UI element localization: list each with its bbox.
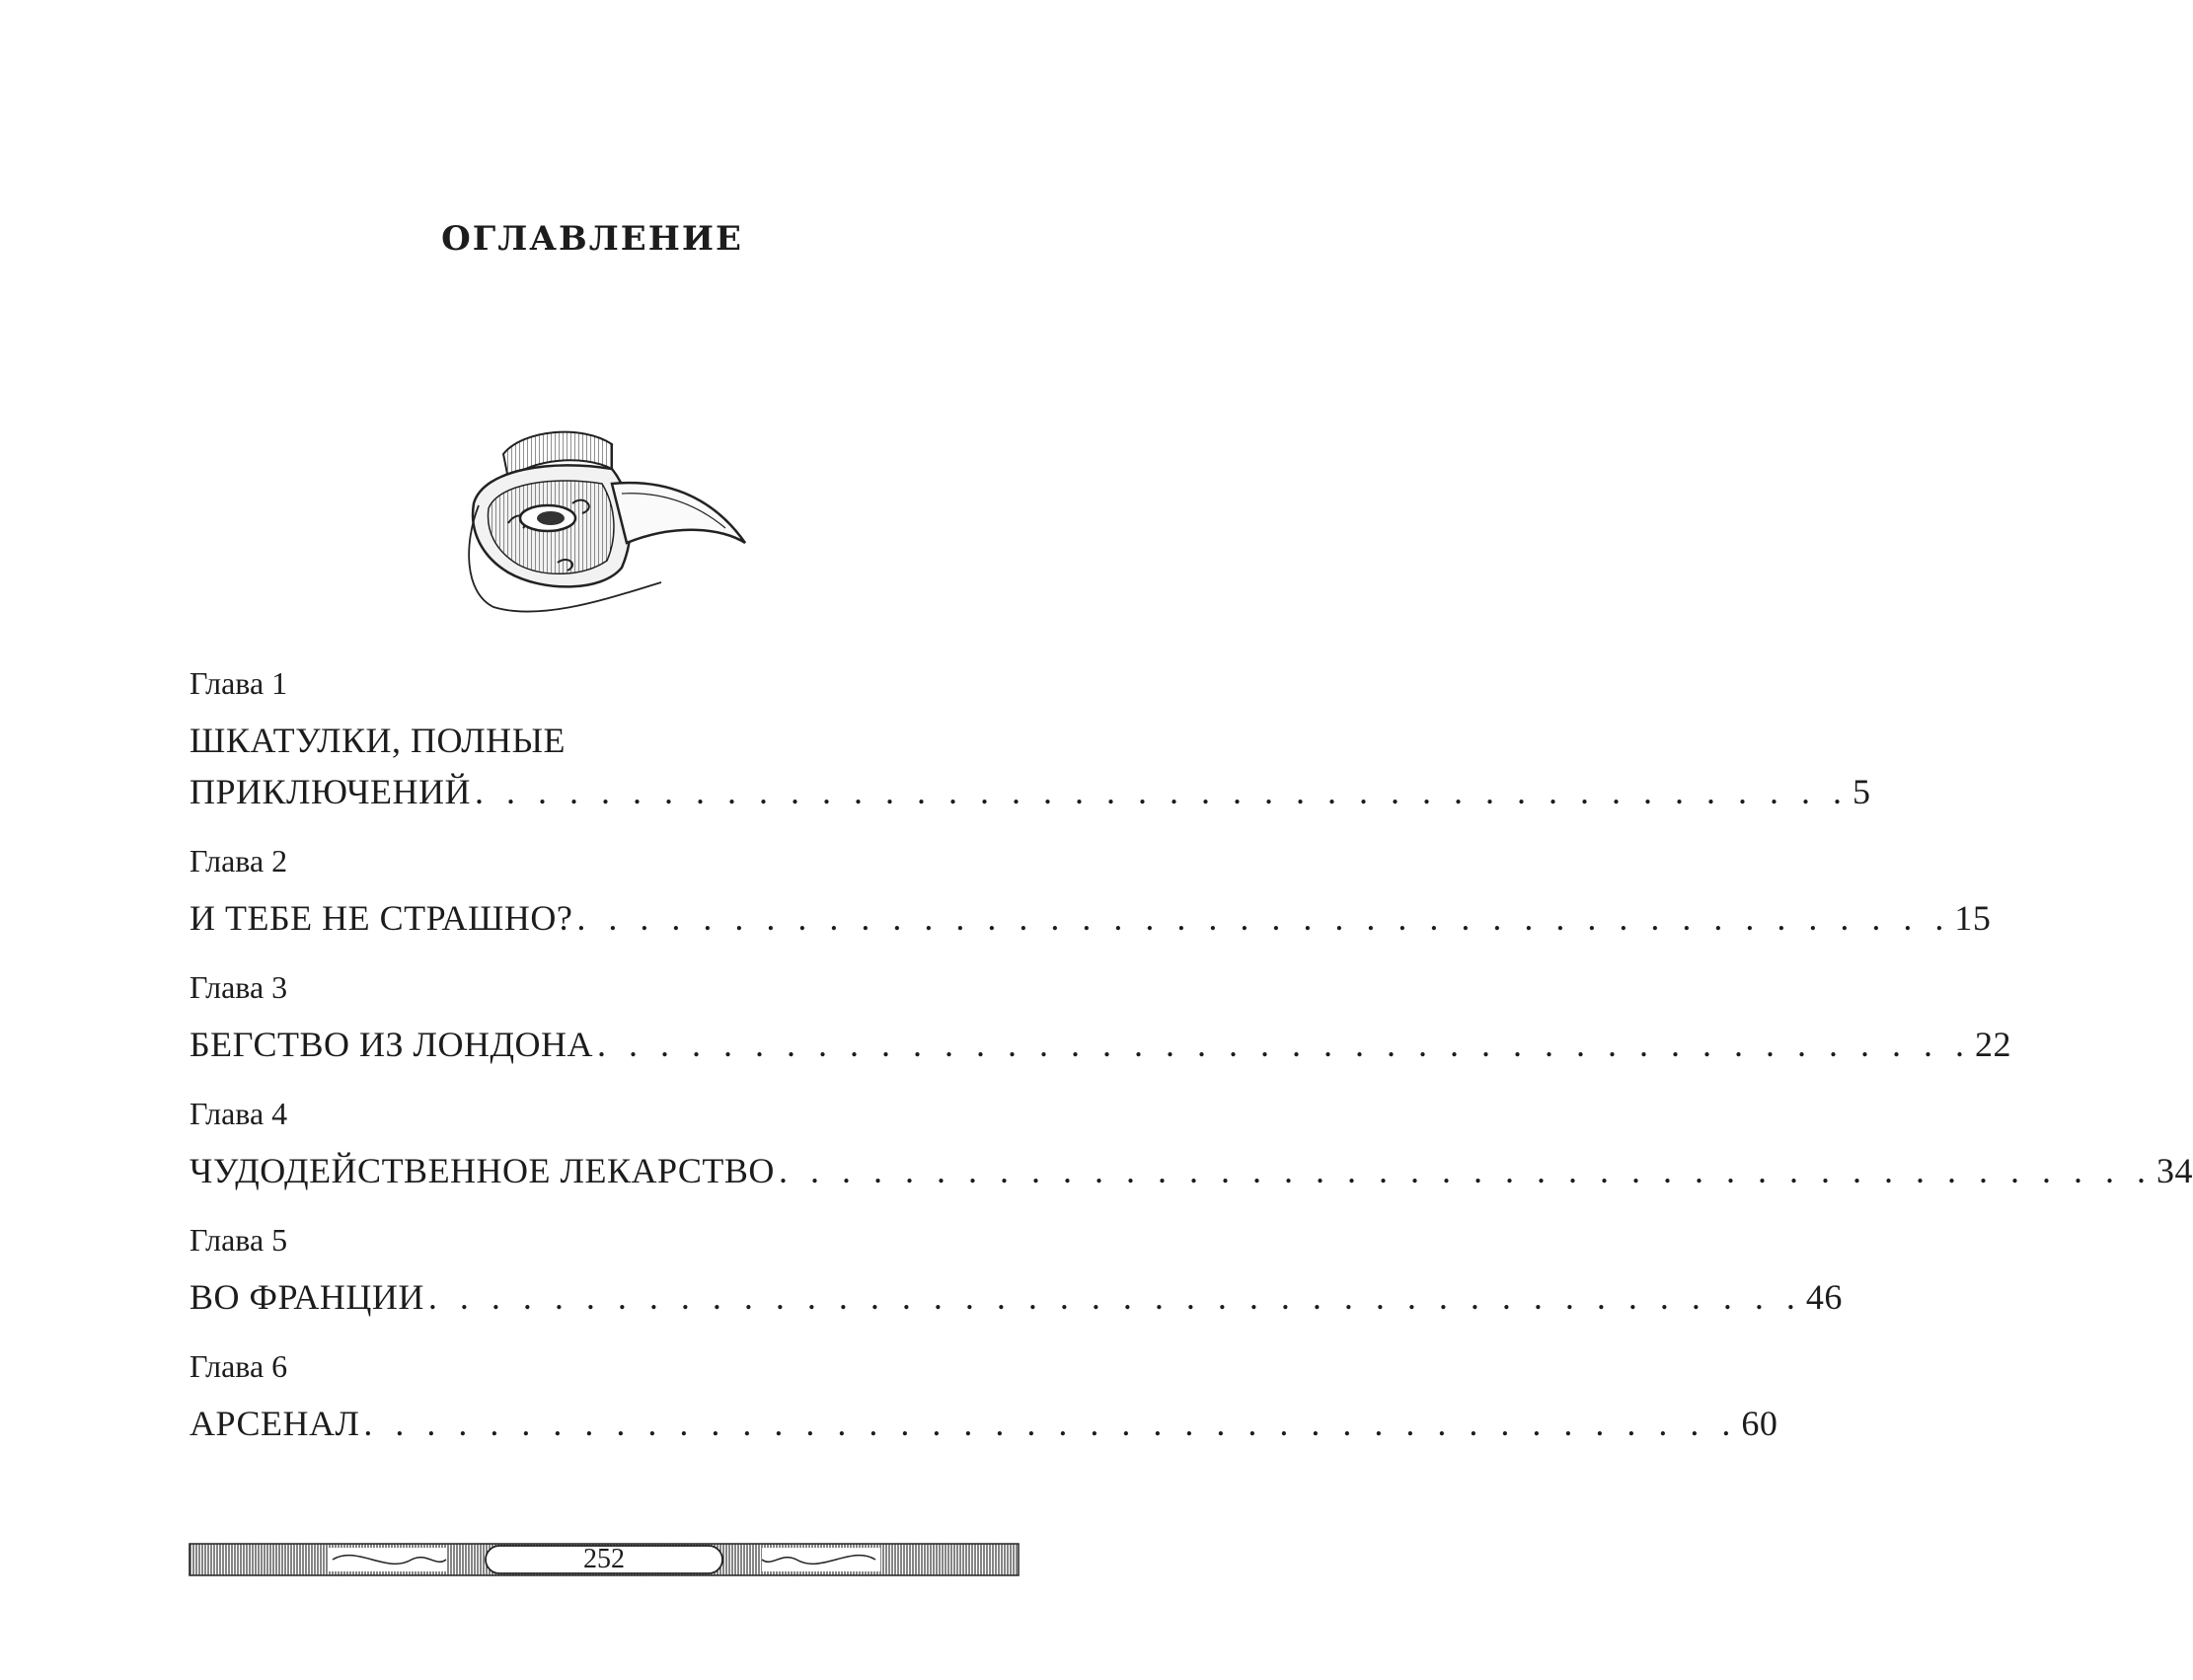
chapter-label: Глава 4 — [189, 1096, 288, 1131]
chapter-label: Глава 3 — [189, 969, 288, 1005]
leader-dots: . . . . . . . . . . . . . . . . . . . . . . . . . . . . . . . . . . . . . . . . . . . . — [363, 1404, 1738, 1443]
chapter-page-number: 22 — [1975, 1025, 2012, 1064]
toc-entry-2 — [189, 841, 1992, 944]
chapter-label: Глава 5 — [189, 1222, 288, 1258]
leader-dots: . . . . . . . . . . . . . . . . . . . . . . . . . . . . . . . . . . . . . . . . . . . . — [427, 1277, 1802, 1317]
chapter-title: ПРИКЛЮЧЕНИЙ — [189, 772, 471, 811]
chapter-page-number: 15 — [1954, 898, 1992, 938]
chapter-title: ВО ФРАНЦИИ — [189, 1277, 424, 1317]
chapter-label: Глава 1 — [189, 665, 288, 701]
chapter-page-number: 5 — [1852, 772, 1871, 811]
chapter-title: АРСЕНАЛ — [189, 1404, 360, 1443]
chapter-page-number: 46 — [1805, 1277, 1843, 1317]
chapter-title: ШКАТУЛКИ, ПОЛНЫЕ — [189, 721, 567, 760]
leader-dots: . . . . . . . . . . . . . . . . . . . . . . . . . . . . . . . . . . . . . . . . . . . . — [597, 1025, 1972, 1064]
chapter-title: ЧУДОДЕЙСТВЕННОЕ ЛЕКАРСТВО — [189, 1151, 775, 1190]
page-number: 252 — [583, 1544, 625, 1574]
leader-dots: . . . . . . . . . . . . . . . . . . . . . . . . . . . . . . . . . . . . . . . . . . . . — [778, 1151, 2153, 1190]
plague-doctor-mask-illustration — [464, 424, 780, 642]
toc-entry-3 — [189, 967, 2012, 1070]
toc-entry-5 — [189, 1220, 1843, 1323]
toc-heading: ОГЛАВЛЕНИЕ — [441, 219, 743, 259]
chapter-label: Глава 2 — [189, 843, 288, 878]
leader-dots: . . . . . . . . . . . . . . . . . . . . . . . . . . . . . . . . . . . . . . . . . . . . — [474, 772, 1849, 811]
leader-dots: . . . . . . . . . . . . . . . . . . . . . . . . . . . . . . . . . . . . . . . . . . . . — [576, 898, 1951, 938]
chapter-page-number: 60 — [1741, 1404, 1778, 1443]
chapter-title: БЕГСТВО ИЗ ЛОНДОНА — [189, 1025, 594, 1064]
table-of-contents — [189, 663, 2193, 1449]
page-footer-ornament — [189, 1540, 1019, 1579]
toc-entry-4 — [189, 1094, 2193, 1196]
chapter-title: И ТЕБЕ НЕ СТРАШНО? — [189, 898, 573, 938]
chapter-page-number: 34 — [2155, 1151, 2193, 1190]
toc-entry-6 — [189, 1346, 1778, 1449]
chapter-label: Глава 6 — [189, 1348, 288, 1384]
toc-entry-1 — [189, 663, 1871, 817]
